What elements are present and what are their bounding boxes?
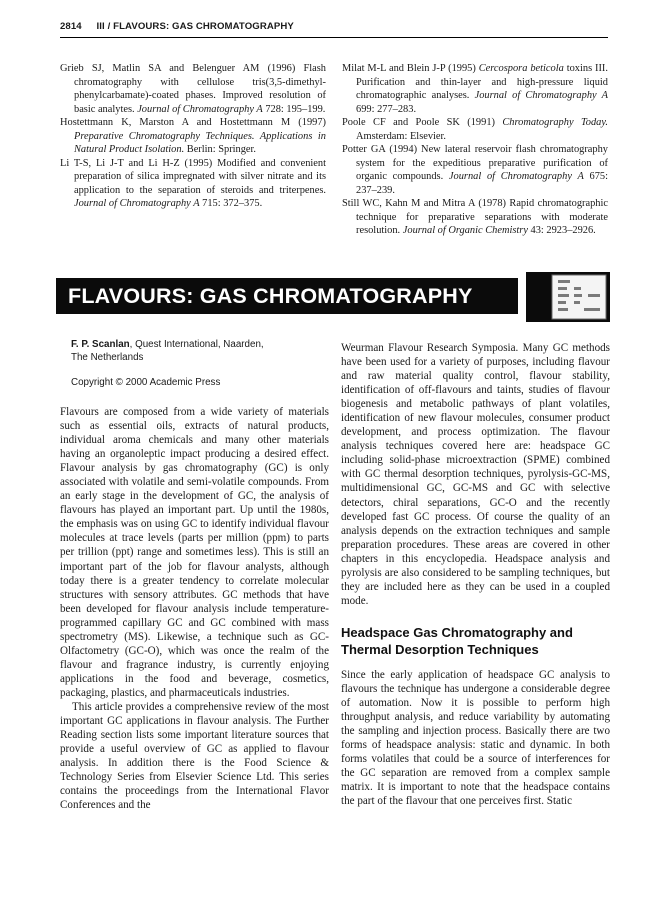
copyright: Copyright © 2000 Academic Press bbox=[71, 376, 221, 388]
running-title: III / FLAVOURS: GAS CHROMATOGRAPHY bbox=[96, 21, 294, 32]
page-number: 2814 bbox=[60, 21, 82, 32]
body-column-left bbox=[60, 405, 329, 812]
references-right bbox=[342, 62, 608, 238]
references-left bbox=[60, 62, 326, 211]
title-bar bbox=[56, 278, 518, 314]
body-paragraph: This article provides a comprehensive review of the most important GC applications in flavour analysis. The Further Reading section lists some important literature sources that provide a useful overview of GC as applied to flavour analysis. In addition there is the Food Science & Technology Series from Elsevier Science Ltd. This series contains the proceedings from the International Flavor Conferences and the bbox=[60, 700, 329, 812]
body-paragraph: Weurman Flavour Research Symposia. Many GC methods have been used for a variety of purposes, including flavour and raw material quality control, flavour stability, identification of off-flavours and taints, studies of flavour biogenesis and metabolic pathways of plant volatiles, identification of new flavour molecules, consumer product development, and process optimization. The flavour analysis techniques covered here are: headspace GC including solid-phase microextraction (SPME) combined with GC thermal desorption techniques, pyrolysis-GC-MS, multidimensional GC, GC-MS and GC with selective detectors, chiral separations, GC-O and the recently developed fast GC process. Of course the quality of an analysis depends on the extraction techniques and sample preparation procedures. These areas are covered in other chapters in this encyclopedia. Headspace analysis and pyrolysis are also considered to be sampling techniques, but they are included here as they can be used in a coupled mode. bbox=[341, 342, 610, 607]
article-title-banner bbox=[56, 272, 610, 322]
reference-item: Potter GA (1994) New lateral reservoir flash chromatography system for the expeditious preparative purification of organic compounds. Journal of Chromatography A 675: 237–239. bbox=[342, 144, 608, 196]
author-block bbox=[71, 338, 331, 389]
reference-item: Milat M-L and Blein J-P (1995) Cercospora beticola toxins III. Purification and thin-layer and high-pressure liquid chromatographic analyses. Journal of Chromatography A 699: 277–283. bbox=[342, 63, 608, 115]
reference-item: Hostettmann K, Marston A and Hostettmann M (1997) Preparative Chromatography Techniques. Applications in Natural Product Isolation. Berlin: Springer. bbox=[60, 117, 326, 155]
section-heading: Headspace Gas Chromatography and Thermal Desorption Techniques bbox=[341, 624, 573, 657]
reference-item: Poole CF and Poole SK (1991) Chromatography Today. Amsterdam: Elsevier. bbox=[342, 117, 608, 142]
author-name: F. P. Scanlan bbox=[71, 339, 130, 350]
author-affiliation: , Quest International, Naarden, bbox=[129, 339, 264, 350]
reference-item: Still WC, Kahn M and Mitra A (1978) Rapid chromatographic technique for preparative separations with moderate resolution. Journal of Organic Chemistry 43: 2923–2926. bbox=[342, 198, 608, 236]
body-paragraph: Flavours are composed from a wide variety of materials such as essential oils, extracts of natural products, individual aroma chemicals and many other materials having an organoleptic impact producing a desired effect. Flavour analysis by gas chromatography (GC) is only associated with volatile and semi-volatile compounds. From an early stage in the development of GC, the analysis of flavours has played an important part. Up until the 1980s, the emphasis was on using GC to identify individual flavour molecules at trace levels (parts per million (ppm) to parts per trillion (ppt) range and sometimes less). This is still an important part of the job for flavour analysts, although today there is a greater tendency to correlate molecular structures with sensory attributes. GC methods that have been developed for flavour analysis include temperature-programmed capillary GC and GC combined with mass spectrometry (MS). Likewise, a technique such as GC-Olfactometry (GC-O), which was once the realm of the flavour and fragrance industry, is currently enjoying applications in the food and beverage, cosmetics, packaging, plastics, and pharmaceuticals industries. bbox=[60, 406, 329, 699]
author-line bbox=[71, 338, 331, 351]
body-column-right bbox=[341, 341, 610, 808]
reference-item: Li T-S, Li J-T and Li H-Z (1995) Modified and convenient preparation of silica impregnated with silver nitrate and its application to the separation of steroids and triterpenes. Journal of Chromatography A 715: 372–375. bbox=[60, 157, 326, 209]
reference-item: Grieb SJ, Matlin SA and Belenguer AM (1996) Flash chromatography with cellulose tris(3,5-dimethyl-phenylcarbamate)-coated phases. Improved resolution of basic analytes. Journal of Chromatography A 728: 195–199. bbox=[60, 63, 326, 115]
body-paragraph: Since the early application of headspace GC analysis to flavours the technique has undergone a considerable degree of automation. Now it is possible to perform high throughput analysis, and reduce variability by automating the sampling and injection process. Basically there are two forms of headspace analysis: static and dynamic. In both forms volatiles that could be a source of interferences for the GC separation are removed from a complex sample matrix. It is important to note that the headspace contains the part of the flavour that one perceives first. Static bbox=[341, 668, 610, 808]
article-title: FLAVOURS: GAS CHROMATOGRAPHY bbox=[68, 284, 473, 308]
header-rule bbox=[60, 37, 608, 38]
running-header bbox=[60, 21, 608, 32]
document-table-icon bbox=[526, 272, 610, 322]
author-country: The Netherlands bbox=[71, 352, 144, 364]
